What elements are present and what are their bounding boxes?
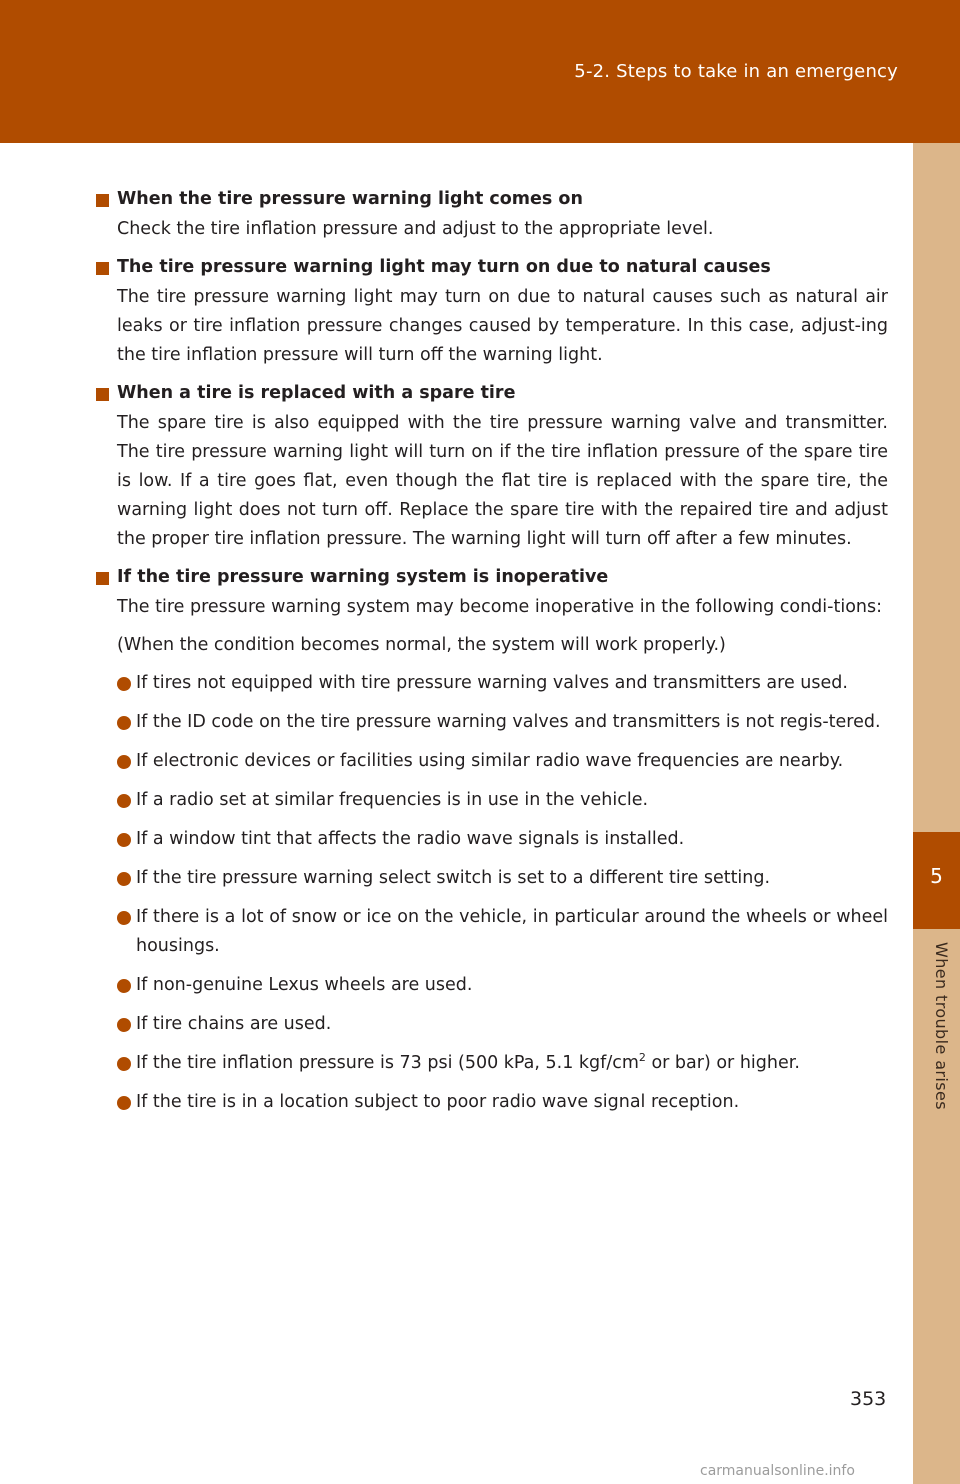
section-title: 5-2. Steps to take in an emergency (574, 61, 898, 82)
paragraph: (When the condition becomes normal, the system will work properly.) (117, 635, 726, 655)
round-bullet-icon (117, 716, 131, 730)
square-bullet-icon (96, 262, 109, 275)
round-bullet-icon (117, 872, 131, 886)
round-bullet-icon (117, 677, 131, 691)
list-item: If the tire inflation pressure is 73 psi (500 kPa, 5.1 kgf/$cm^2$ or bar) or higher. (96, 1049, 888, 1078)
paragraph: The tire pressure warning system may become inoperative in the following condi-tions: (117, 597, 883, 617)
round-bullet-icon (117, 979, 131, 993)
chapter-tab[interactable] (913, 832, 960, 929)
page-number: 353 (850, 1388, 887, 1410)
round-bullet-icon (117, 1018, 131, 1032)
superscript: 2 (638, 1051, 646, 1065)
list-item: If there is a lot of snow or ice on the vehicle, in particular around the wheels or wheel housings. (96, 903, 888, 961)
chapter-number: 5 (930, 864, 943, 888)
list-item: If electronic devices or facilities using similar radio wave frequencies are nearby. (96, 747, 888, 776)
list-item: If the tire pressure warning select switch is set to a different tire setting. (96, 864, 888, 893)
round-bullet-icon (117, 755, 131, 769)
paragraph: The tire pressure warning light may turn on due to natural causes such as natural air leaks or tire inflation pressure changes caused by temperature. In this case, adjust-ing the tire inflation pressure will turn off the warning light. (117, 287, 888, 365)
list-item: If the tire is in a location subject to poor radio wave signal reception. (96, 1088, 888, 1117)
square-bullet-icon (96, 194, 109, 207)
section-heading: When the tire pressure warning light comes on (96, 185, 888, 215)
page-content (96, 185, 888, 1127)
section-heading: If the tire pressure warning system is inoperative (96, 563, 888, 593)
watermark: carmanualsonline.info (700, 1463, 855, 1479)
section-heading: When a tire is replaced with a spare tire (96, 379, 888, 409)
square-bullet-icon (96, 572, 109, 585)
round-bullet-icon (117, 1057, 131, 1071)
round-bullet-icon (117, 1096, 131, 1110)
list-item: If tires not equipped with tire pressure warning valves and transmitters are used. (96, 669, 888, 698)
list-item: If tire chains are used. (96, 1010, 888, 1039)
list-item: If non-genuine Lexus wheels are used. (96, 971, 888, 1000)
chapter-label: When trouble arises (932, 942, 951, 1110)
page-header (0, 0, 960, 143)
section-heading: The tire pressure warning light may turn on due to natural causes (96, 253, 888, 283)
list-item: If a radio set at similar frequencies is in use in the vehicle. (96, 786, 888, 815)
round-bullet-icon (117, 911, 131, 925)
list-item: If the ID code on the tire pressure warning valves and transmitters is not regis-tered. (96, 708, 888, 737)
round-bullet-icon (117, 794, 131, 808)
round-bullet-icon (117, 833, 131, 847)
list-item: If a window tint that affects the radio wave signals is installed. (96, 825, 888, 854)
paragraph: The spare tire is also equipped with the tire pressure warning valve and transmitter. The tire pressure warning light will turn on if the tire inflation pressure of the spare tire is low. If a tire goes flat, even though the flat tire is replaced with the spare tire, the warning light does not turn off. Replace the spare tire with the repaired tire and adjust the proper tire inflation pressure. The warning light will turn off after a few minutes. (117, 413, 888, 549)
square-bullet-icon (96, 388, 109, 401)
chapter-sidebar (913, 143, 960, 1484)
paragraph: Check the tire inflation pressure and adjust to the appropriate level. (117, 219, 714, 239)
